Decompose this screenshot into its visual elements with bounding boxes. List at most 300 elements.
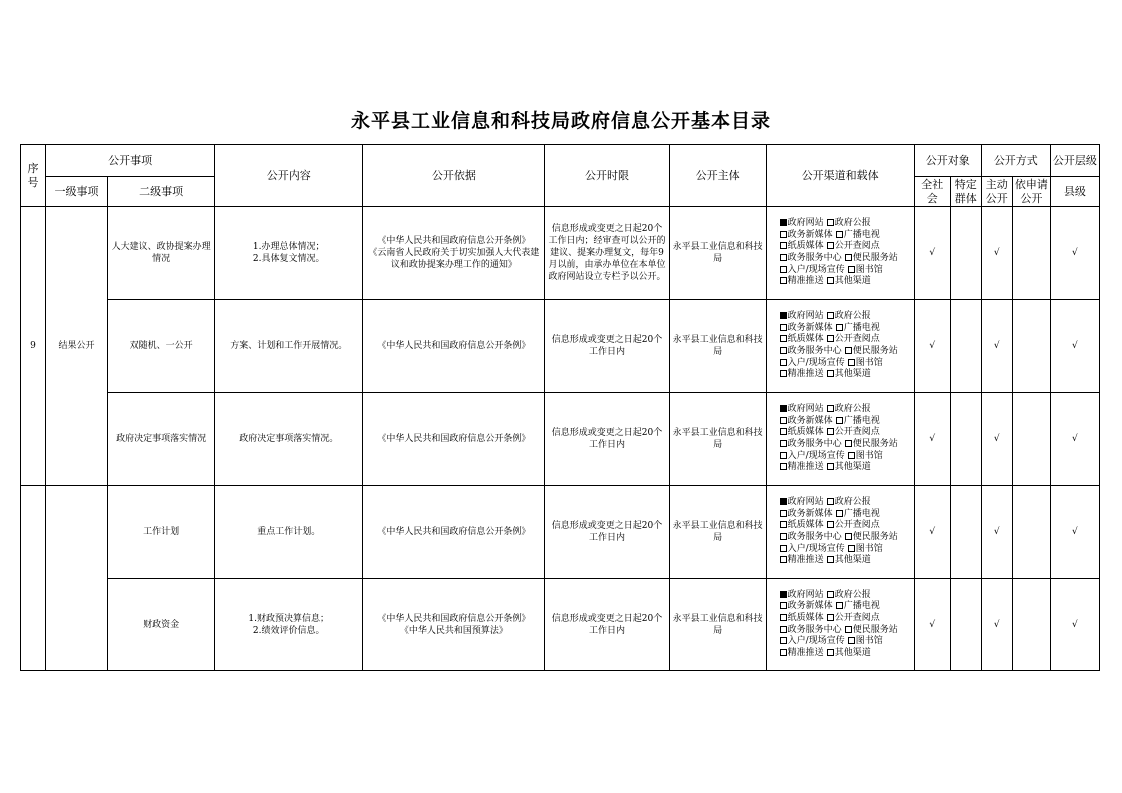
header-method-active: 主动公开 xyxy=(981,177,1012,207)
channel-line xyxy=(780,625,901,637)
channel-line xyxy=(780,311,901,323)
header-items-group: 公开事项 xyxy=(46,145,215,177)
channel-option xyxy=(780,276,824,288)
channel-option xyxy=(827,427,880,439)
channel-label: 政务新媒体 xyxy=(787,508,833,519)
checkbox-empty-icon xyxy=(836,510,843,517)
checkbox-empty-icon xyxy=(845,533,852,540)
content-cell xyxy=(215,300,363,393)
channel-label: 政务服务中心 xyxy=(787,253,842,263)
channels-cell xyxy=(766,579,914,671)
channel-label: 政府网站 xyxy=(787,589,824,600)
channel-option xyxy=(827,334,880,346)
content-line: 重点工作计划。 xyxy=(257,527,321,537)
channel-option xyxy=(827,590,871,602)
channel-option xyxy=(848,636,883,648)
channel-option xyxy=(780,532,842,544)
time-limit-cell: 信息形成或变更之日起20个工作日内；经审查可以公开的建议、提案办理复文，每年9月以前，由承办单位在本单位政府网站设立专栏予以公开。 xyxy=(545,207,669,300)
check-county-cell: √ xyxy=(1050,579,1099,671)
check-active-cell: √ xyxy=(981,393,1012,486)
channel-option xyxy=(780,346,842,358)
channel-option xyxy=(780,520,824,532)
channel-option xyxy=(780,439,842,451)
channel-line xyxy=(780,253,901,265)
channel-label: 政务服务中心 xyxy=(787,346,842,356)
channel-line xyxy=(780,230,901,242)
channel-line xyxy=(780,218,901,230)
channel-line xyxy=(780,555,901,567)
check-all-cell: √ xyxy=(914,300,950,393)
basis-cell xyxy=(363,300,545,393)
check-county-cell: √ xyxy=(1050,300,1099,393)
channel-label: 入户/现场宣传 xyxy=(787,357,845,368)
basis-cell xyxy=(363,393,545,486)
header-target-all: 全社会 xyxy=(914,177,950,207)
channel-label: 纸质媒体 xyxy=(787,520,824,531)
channel-line xyxy=(780,346,901,358)
channel-label: 其他渠道 xyxy=(834,369,871,380)
basis-cell xyxy=(363,207,545,300)
channel-label: 政务服务中心 xyxy=(787,624,842,635)
channel-label: 政府公报 xyxy=(834,311,871,322)
checkbox-empty-icon xyxy=(780,428,787,435)
channel-line xyxy=(780,276,901,288)
check-all-cell: √ xyxy=(914,579,950,671)
channel-line xyxy=(780,265,901,277)
channel-line xyxy=(780,323,901,335)
channel-line xyxy=(780,462,901,474)
channel-label: 精准推送 xyxy=(787,555,824,566)
channel-label: 政务服务中心 xyxy=(787,439,842,449)
seq-cell: 9 xyxy=(21,207,46,486)
level2-cell: 财政资金 xyxy=(108,579,215,671)
time-limit-cell: 信息形成或变更之日起20个工作日内 xyxy=(545,393,669,486)
channels-cell xyxy=(766,486,914,579)
time-limit-cell: 信息形成或变更之日起20个工作日内 xyxy=(545,486,669,579)
check-active-cell: √ xyxy=(981,207,1012,300)
content-line: 2.具体复文情况。 xyxy=(252,254,325,264)
channel-option xyxy=(845,532,898,544)
checkbox-checked-icon xyxy=(780,498,787,505)
checkbox-empty-icon xyxy=(780,545,787,552)
header-basis: 公开依据 xyxy=(363,145,545,207)
subject-cell: 永平县工业信息和科技局 xyxy=(669,579,766,671)
checkbox-empty-icon xyxy=(827,591,834,598)
checkbox-empty-icon xyxy=(780,637,787,644)
check-active-cell: √ xyxy=(981,579,1012,671)
channel-label: 政务新媒体 xyxy=(787,415,833,426)
level2-cell: 人大建议、政协提案办理情况 xyxy=(108,207,215,300)
checkbox-empty-icon xyxy=(827,370,834,377)
level1-cell: 结果公开 xyxy=(46,207,108,486)
channel-label: 公开查阅点 xyxy=(834,334,880,345)
basis-cell xyxy=(363,486,545,579)
channel-label: 政务服务中心 xyxy=(787,532,842,542)
channel-option xyxy=(848,544,883,556)
check-county-cell: √ xyxy=(1050,486,1099,579)
channel-label: 广播电视 xyxy=(843,601,880,612)
channel-label: 纸质媒体 xyxy=(787,612,824,623)
time-limit-cell: 信息形成或变更之日起20个工作日内 xyxy=(545,579,669,671)
level2-cell: 政府决定事项落实情况 xyxy=(108,393,215,486)
header-level1: 一级事项 xyxy=(46,177,108,207)
channel-line xyxy=(780,439,901,451)
checkbox-empty-icon xyxy=(845,440,852,447)
header-content: 公开内容 xyxy=(215,145,363,207)
header-channels: 公开渠道和载体 xyxy=(766,145,914,207)
table-row xyxy=(21,486,1100,579)
checkbox-empty-icon xyxy=(827,277,834,284)
channel-option xyxy=(780,265,845,277)
checkbox-empty-icon xyxy=(780,452,787,459)
page-title: 永平县工业信息和科技局政府信息公开基本目录 xyxy=(350,110,771,132)
checkbox-empty-icon xyxy=(827,498,834,505)
header-method-request: 依申请公开 xyxy=(1012,177,1050,207)
check-county-cell: √ xyxy=(1050,393,1099,486)
channel-label: 公开查阅点 xyxy=(834,520,880,531)
check-request-cell xyxy=(1012,300,1050,393)
channel-label: 精准推送 xyxy=(787,647,824,658)
channel-option xyxy=(845,253,898,265)
channel-option xyxy=(827,241,880,253)
header-level-group: 公开层级 xyxy=(1050,145,1099,177)
channel-option xyxy=(848,451,883,463)
checkbox-empty-icon xyxy=(836,231,843,238)
checkbox-empty-icon xyxy=(827,463,834,470)
channel-label: 纸质媒体 xyxy=(787,334,824,345)
check-active-cell: √ xyxy=(981,300,1012,393)
channel-option xyxy=(827,276,871,288)
channel-option xyxy=(780,509,833,521)
channel-label: 精准推送 xyxy=(787,369,824,380)
channel-label: 其他渠道 xyxy=(834,276,871,287)
content-line: 方案、计划和工作开展情况。 xyxy=(230,341,348,351)
channel-option xyxy=(848,358,883,370)
channel-line xyxy=(780,590,901,602)
checkbox-empty-icon xyxy=(827,219,834,226)
checkbox-empty-icon xyxy=(827,242,834,249)
header-level2: 二级事项 xyxy=(108,177,215,207)
header-time-limit: 公开时限 xyxy=(545,145,669,207)
checkbox-empty-icon xyxy=(827,405,834,412)
channel-label: 政府公报 xyxy=(834,589,871,600)
channel-label: 政府公报 xyxy=(834,497,871,508)
channel-label: 便民服务站 xyxy=(852,253,898,263)
table-body xyxy=(21,207,1100,671)
check-all-cell: √ xyxy=(914,393,950,486)
check-specific-cell xyxy=(950,300,981,393)
check-request-cell xyxy=(1012,393,1050,486)
channel-label: 图书馆 xyxy=(855,357,883,368)
channel-label: 纸质媒体 xyxy=(787,241,824,252)
channel-list xyxy=(780,590,901,660)
checkbox-empty-icon xyxy=(780,370,787,377)
subject-cell: 永平县工业信息和科技局 xyxy=(669,393,766,486)
channel-list xyxy=(780,311,901,381)
channel-label: 图书馆 xyxy=(855,543,883,554)
content-line: 2.绩效评价信息。 xyxy=(252,625,325,636)
checkbox-empty-icon xyxy=(780,347,787,354)
channel-option xyxy=(836,601,880,613)
checkbox-checked-icon xyxy=(780,405,787,412)
content-line: 1.办理总体情况； xyxy=(252,242,325,252)
channel-label: 其他渠道 xyxy=(834,555,871,566)
channel-label: 政府网站 xyxy=(787,218,824,229)
channel-option xyxy=(780,590,824,602)
checkbox-empty-icon xyxy=(780,242,787,249)
channel-option xyxy=(780,218,824,230)
channels-cell xyxy=(766,393,914,486)
basis-line: 《中华人民共和国政府信息公开条例》 xyxy=(377,434,531,444)
header-method-group: 公开方式 xyxy=(981,145,1050,177)
checkbox-empty-icon xyxy=(780,440,787,447)
channel-line xyxy=(780,427,901,439)
checkbox-empty-icon xyxy=(780,556,787,563)
channel-option xyxy=(845,346,898,358)
channel-option xyxy=(780,253,842,265)
content-cell xyxy=(215,207,363,300)
channel-line xyxy=(780,241,901,253)
channel-label: 广播电视 xyxy=(843,229,880,240)
check-specific-cell xyxy=(950,393,981,486)
channel-label: 入户/现场宣传 xyxy=(787,264,845,275)
checkbox-empty-icon xyxy=(780,521,787,528)
channel-line xyxy=(780,369,901,381)
channel-option xyxy=(836,509,880,521)
check-active-cell: √ xyxy=(981,486,1012,579)
basis-line: 《中华人民共和国政府信息公开条例》 xyxy=(377,527,531,537)
channel-option xyxy=(845,439,898,451)
channel-line xyxy=(780,334,901,346)
channel-option xyxy=(827,462,871,474)
check-specific-cell xyxy=(950,486,981,579)
checkbox-empty-icon xyxy=(780,463,787,470)
channel-option xyxy=(836,323,880,335)
header-target-specific: 特定群体 xyxy=(950,177,981,207)
channel-label: 便民服务站 xyxy=(852,439,898,449)
check-specific-cell xyxy=(950,207,981,300)
channel-option xyxy=(780,636,845,648)
channels-cell xyxy=(766,300,914,393)
channel-label: 便民服务站 xyxy=(852,532,898,542)
check-all-cell: √ xyxy=(914,486,950,579)
channel-label: 政务新媒体 xyxy=(787,322,833,333)
subject-cell: 永平县工业信息和科技局 xyxy=(669,300,766,393)
checkbox-empty-icon xyxy=(848,637,855,644)
basis-line: 《中华人民共和国政府信息公开条例》 xyxy=(377,613,531,624)
content-cell xyxy=(215,486,363,579)
channel-option xyxy=(827,218,871,230)
channel-option xyxy=(780,369,824,381)
channel-label: 其他渠道 xyxy=(834,462,871,473)
checkbox-empty-icon xyxy=(780,266,787,273)
channel-line xyxy=(780,520,901,532)
checkbox-empty-icon xyxy=(780,602,787,609)
header-target-group: 公开对象 xyxy=(914,145,981,177)
channel-option xyxy=(780,601,833,613)
channel-list xyxy=(780,404,901,474)
channel-line xyxy=(780,509,901,521)
channel-option xyxy=(848,265,883,277)
channel-option xyxy=(780,648,824,660)
channel-option xyxy=(827,311,871,323)
channel-label: 公开查阅点 xyxy=(834,241,880,252)
channel-label: 其他渠道 xyxy=(834,647,871,658)
channel-line xyxy=(780,404,901,416)
channel-option xyxy=(780,241,824,253)
check-specific-cell xyxy=(950,579,981,671)
checkbox-empty-icon xyxy=(780,510,787,517)
channel-list xyxy=(780,218,901,288)
checkbox-empty-icon xyxy=(780,417,787,424)
channel-label: 图书馆 xyxy=(855,636,883,647)
channel-line xyxy=(780,648,901,660)
channel-line xyxy=(780,544,901,556)
channel-label: 政府网站 xyxy=(787,497,824,508)
channel-label: 图书馆 xyxy=(855,264,883,275)
channel-option xyxy=(827,520,880,532)
channel-label: 政务新媒体 xyxy=(787,601,833,612)
checkbox-empty-icon xyxy=(836,324,843,331)
checkbox-empty-icon xyxy=(848,452,855,459)
check-request-cell xyxy=(1012,486,1050,579)
channel-option xyxy=(780,451,845,463)
channel-option xyxy=(827,555,871,567)
channel-option xyxy=(827,613,880,625)
time-limit-cell: 信息形成或变更之日起20个工作日内 xyxy=(545,300,669,393)
channel-label: 广播电视 xyxy=(843,415,880,426)
checkbox-empty-icon xyxy=(780,533,787,540)
table-row xyxy=(21,300,1100,393)
channel-option xyxy=(780,613,824,625)
channel-label: 政务新媒体 xyxy=(787,229,833,240)
check-all-cell: √ xyxy=(914,207,950,300)
content-cell xyxy=(215,579,363,671)
checkbox-empty-icon xyxy=(827,428,834,435)
channel-label: 入户/现场宣传 xyxy=(787,450,845,461)
channel-option xyxy=(780,358,845,370)
channel-option xyxy=(780,625,842,637)
basis-line: 《中华人民共和国政府信息公开条例》 xyxy=(377,236,531,246)
channel-line xyxy=(780,532,901,544)
channel-option xyxy=(845,625,898,637)
checkbox-empty-icon xyxy=(780,649,787,656)
channel-option xyxy=(827,497,871,509)
channel-label: 纸质媒体 xyxy=(787,427,824,438)
channel-option xyxy=(780,544,845,556)
channel-line xyxy=(780,613,901,625)
check-request-cell xyxy=(1012,579,1050,671)
header-seq: 序号 xyxy=(21,145,46,207)
channel-option xyxy=(780,497,824,509)
checkbox-checked-icon xyxy=(780,219,787,226)
checkbox-empty-icon xyxy=(845,254,852,261)
checkbox-empty-icon xyxy=(836,602,843,609)
channel-option xyxy=(827,404,871,416)
checkbox-empty-icon xyxy=(836,417,843,424)
checkbox-empty-icon xyxy=(827,614,834,621)
checkbox-empty-icon xyxy=(827,521,834,528)
table-row xyxy=(21,207,1100,300)
level1-cell xyxy=(46,486,108,671)
channel-line xyxy=(780,416,901,428)
channel-option xyxy=(780,334,824,346)
channel-list xyxy=(780,497,901,567)
checkbox-empty-icon xyxy=(780,277,787,284)
channel-label: 便民服务站 xyxy=(852,624,898,635)
content-line: 政府决定事项落实情况。 xyxy=(239,434,339,444)
table-row xyxy=(21,579,1100,671)
basis-line: 《中华人民共和国预算法》 xyxy=(399,625,508,636)
seq-cell xyxy=(21,486,46,671)
channel-label: 图书馆 xyxy=(855,450,883,461)
checkbox-empty-icon xyxy=(780,254,787,261)
channel-line xyxy=(780,451,901,463)
checkbox-empty-icon xyxy=(827,649,834,656)
channel-option xyxy=(780,416,833,428)
level2-cell: 工作计划 xyxy=(108,486,215,579)
checkbox-checked-icon xyxy=(780,312,787,319)
checkbox-empty-icon xyxy=(848,266,855,273)
channel-line xyxy=(780,358,901,370)
channel-option xyxy=(780,323,833,335)
basis-line: 《云南省人民政府关于切实加强人大代表建议和政协提案办理工作的通知》 xyxy=(368,248,540,270)
check-county-cell: √ xyxy=(1050,207,1099,300)
content-line: 1.财政预决算信息； xyxy=(248,613,330,624)
checkbox-empty-icon xyxy=(845,626,852,633)
checkbox-empty-icon xyxy=(780,231,787,238)
channel-label: 公开查阅点 xyxy=(834,612,880,623)
checkbox-empty-icon xyxy=(780,614,787,621)
basis-line: 《中华人民共和国政府信息公开条例》 xyxy=(377,341,531,351)
channel-label: 入户/现场宣传 xyxy=(787,543,845,554)
header-level-county: 县级 xyxy=(1050,177,1099,207)
check-request-cell xyxy=(1012,207,1050,300)
channel-option xyxy=(827,369,871,381)
checkbox-empty-icon xyxy=(780,335,787,342)
content-cell xyxy=(215,393,363,486)
channel-option xyxy=(780,427,824,439)
channel-label: 入户/现场宣传 xyxy=(787,636,845,647)
channel-label: 精准推送 xyxy=(787,462,824,473)
channel-label: 政府公报 xyxy=(834,218,871,229)
channel-option xyxy=(836,230,880,242)
checkbox-empty-icon xyxy=(848,359,855,366)
checkbox-empty-icon xyxy=(780,626,787,633)
checkbox-empty-icon xyxy=(845,347,852,354)
channels-cell xyxy=(766,207,914,300)
catalog-table xyxy=(20,144,1100,671)
checkbox-checked-icon xyxy=(780,591,787,598)
table-row xyxy=(21,393,1100,486)
channel-label: 政府网站 xyxy=(787,404,824,415)
channel-label: 广播电视 xyxy=(843,508,880,519)
channel-label: 公开查阅点 xyxy=(834,427,880,438)
header-subject: 公开主体 xyxy=(669,145,766,207)
subject-cell: 永平县工业信息和科技局 xyxy=(669,207,766,300)
channel-line xyxy=(780,497,901,509)
checkbox-empty-icon xyxy=(780,324,787,331)
channel-option xyxy=(836,416,880,428)
channel-option xyxy=(780,404,824,416)
checkbox-empty-icon xyxy=(827,556,834,563)
channel-line xyxy=(780,601,901,613)
basis-cell xyxy=(363,579,545,671)
channel-label: 政府公报 xyxy=(834,404,871,415)
channel-label: 精准推送 xyxy=(787,276,824,287)
channel-option xyxy=(780,230,833,242)
channel-option xyxy=(780,555,824,567)
